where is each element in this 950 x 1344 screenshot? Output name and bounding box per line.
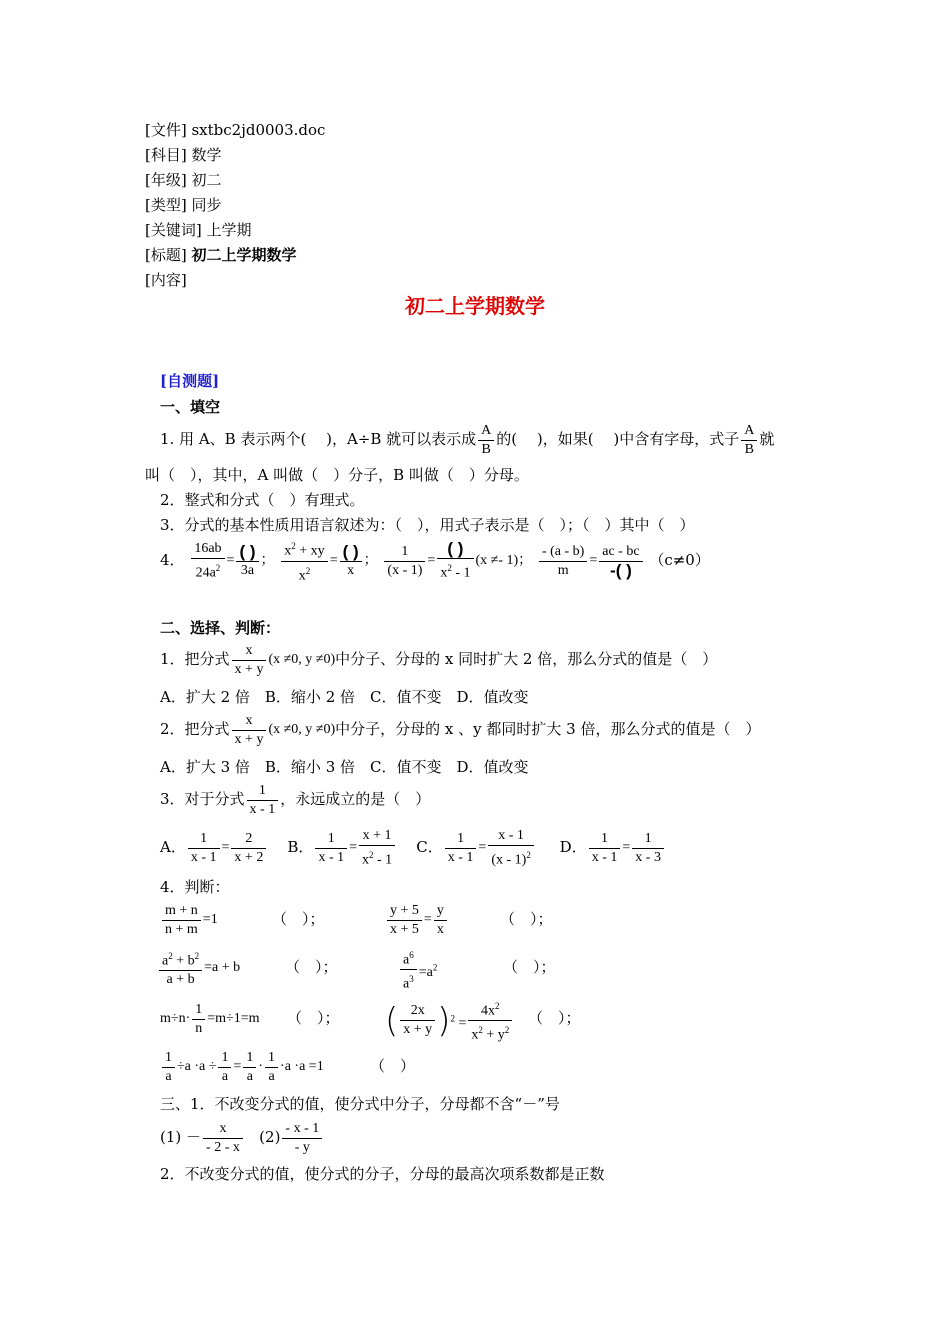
judge-2: $\frac{y + 5}{x + 5}$ = $\frac{y}{x}$ (385, 897, 449, 942)
judge-7-blank: （ ） (370, 1057, 416, 1075)
judge-5-blank: （ ）； (287, 1009, 340, 1027)
judge-4-blank: （ ）； (503, 958, 556, 976)
meta-subject: [科目] 数学 (145, 146, 222, 164)
s3-q1: 三、1．不改变分式的值，使分式中分子，分母都不含“－”号 (160, 1095, 560, 1113)
meta-grade: [年级] 初二 (145, 171, 222, 189)
s1-q4: 4． $\frac{16ab}{24a^2}$ = $\frac{( )}{3a}$ ； $\frac{x^2 + xy}{x^2}$ = $\frac{( )}{x}$ ； $\frac{1}{(x - 1)}$ = $\frac{( )}{x^2 - 1}$ (x ≠- 1)； $\frac{- (a - b)}{m}$ = $\frac{ac - bc}{-( )}$ （c≠0） (160, 538, 710, 584)
judge-7: $\frac{1}{a}$ ÷a ·a ÷ $\frac{1}{a}$ = $\frac{1}{a}$ · $\frac{1}{a}$ ·a ·a =1 (160, 1044, 324, 1089)
s2-q3-options: A． $\frac{1}{x - 1}$ = $\frac{2}{x + 2}$ B． $\frac{1}{x - 1}$ = $\frac{x + 1}{x^2 - 1}$ C． $\frac{1}{x - 1}$ = $\frac{x - 1}{(x - 1)^2}$ D． $\frac{1}{x - 1}$ = $\frac{1}{x - 3}$ (160, 825, 666, 870)
s1-q1: 1. 用 A、B 表示两个( )，A÷B 就可以表示成 $\frac{A}{B}$ 的( )，如果( )中含有字母，式子 $\frac{A}{B}$ 就 (160, 422, 775, 457)
s2-q1-options: A．扩大 2 倍 B．缩小 2 倍 C．值不变 D．值改变 (160, 688, 529, 706)
judge-1-blank: （ ）； (272, 910, 325, 928)
meta-file: [文件] sxtbc2jd0003.doc (145, 121, 326, 139)
judge-3-blank: （ ）； (285, 958, 338, 976)
judge-6: ( $\frac{2x}{x + y}$ )$^2$ = $\frac{4x^2}{x^2 + y^2}$ (385, 996, 514, 1046)
judge-4: $\frac{a^6}{a^3}$ $=a^2$ (398, 945, 437, 995)
s3-q1-parts: (1) － $\frac{x}{- 2 - x}$ (2) $\frac{- x - 1}{- y}$ (160, 1115, 324, 1159)
s1-q1-cont: 叫（ ），其中，A 叫做（ ）分子，B 叫做（ ）分母。 (145, 466, 529, 484)
judge-2-blank: （ ）； (500, 910, 553, 928)
s2-q4: 4．判断： (160, 878, 230, 896)
meta-keywords: [关键词] 上学期 (145, 221, 252, 239)
meta-type: [类型] 同步 (145, 196, 222, 214)
judge-5: m÷n· $\frac{1}{n}$ =m÷1=m (160, 1001, 260, 1036)
s2-q3: 3．对于分式 $\frac{1}{x - 1}$ ，永远成立的是（ ） (160, 782, 431, 817)
s2-q2-options: A．扩大 3 倍 B．缩小 3 倍 C．值不变 D．值改变 (160, 758, 529, 776)
s1-q3: 3．分式的基本性质用语言叙述为：（ ），用式子表示是（ ）；（ ）其中（ ） (160, 516, 695, 534)
judge-6-blank: （ ）； (528, 1009, 581, 1027)
section2-title: 二、选择、判断： (160, 619, 281, 637)
meta-content: [内容] (145, 271, 187, 289)
judge-3: $\frac{a^2 + b^2}{a + b}$ =a + b (157, 945, 240, 990)
s2-q1: 1．把分式 $\frac{x}{x + y}$ (x ≠0, y ≠0)中分子、分母的 x 同时扩大 2 倍，那么分式的值是（ ） (160, 642, 718, 677)
s3-q2: 2．不改变分式的值，使分式的分子，分母的最高次项系数都是正数 (160, 1165, 605, 1183)
s1-q2: 2．整式和分式（ ）有理式。 (160, 491, 365, 509)
s2-q2: 2．把分式 $\frac{x}{x + y}$ (x ≠0, y ≠0)中分子，分母的 x 、y 都同时扩大 3 倍，那么分式的值是（ ） (160, 712, 761, 747)
self-test-label: [自测题] (160, 372, 220, 390)
meta-title: [标题] 初二上学期数学 (145, 246, 297, 264)
judge-1: $\frac{m + n}{n + m}$ =1 (160, 897, 218, 942)
page-title: 初二上学期数学 (405, 294, 545, 318)
section1-title: 一、填空 (160, 398, 221, 416)
